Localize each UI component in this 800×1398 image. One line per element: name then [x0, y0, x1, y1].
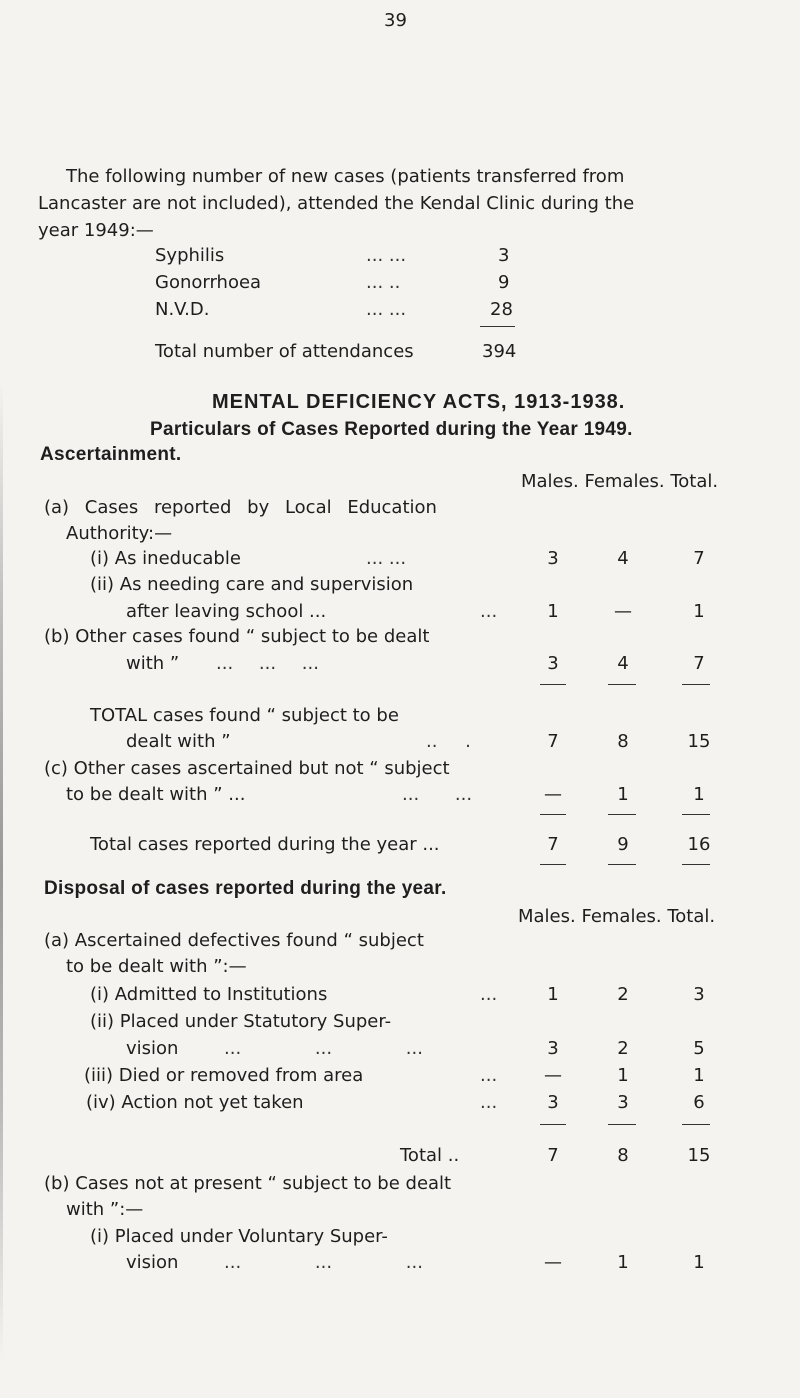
page-edge-shadow [0, 380, 3, 1360]
asc-reported-total: 16 [687, 834, 711, 855]
disp-total-total: 15 [687, 1145, 711, 1166]
sum-rule [608, 814, 636, 815]
page-number: 39 [384, 10, 407, 31]
asc-total-line-2: dealt with ” [126, 731, 231, 752]
asc-c-males: — [544, 784, 562, 805]
asc-ii-total: 1 [693, 601, 705, 622]
total-attendances-label: Total number of attendances [155, 341, 414, 362]
asc-total-females: 8 [617, 731, 629, 752]
sum-rule [682, 864, 710, 865]
sum-rule [608, 1124, 636, 1125]
asc-ii-line-1: (ii) As needing care and supervision [90, 574, 414, 595]
asc-i-dots: ... ... [366, 548, 407, 569]
disp-iii-total: 1 [693, 1065, 705, 1086]
asc-b-line-1: (b) Other cases found “ subject to be dealt [44, 626, 430, 647]
asc-ii-line-2: after leaving school ... [126, 601, 327, 622]
disp-total-label: Total .. [400, 1145, 460, 1166]
asc-c-dots: ... ... [402, 784, 473, 805]
disp-iv-total: 6 [693, 1092, 705, 1113]
disp-b-i-dots: ... ... ... [224, 1252, 423, 1273]
column-headers: Males. Females. Total. [518, 906, 716, 927]
asc-i-label: (i) As ineducable [90, 548, 241, 569]
asc-reported-label: Total cases reported during the year ... [90, 834, 440, 855]
asc-total-dots: .. . [426, 731, 471, 752]
asc-a-line-1: (a) Cases reported by Local Education [44, 497, 437, 518]
disp-iv-label: (iv) Action not yet taken [86, 1092, 304, 1113]
asc-b-total: 7 [693, 653, 705, 674]
sum-rule [540, 684, 566, 685]
disp-ii-dots: ... ... ... [224, 1038, 423, 1059]
total-attendances-value: 394 [482, 341, 517, 362]
clinic-case-label: Syphilis [155, 245, 225, 266]
intro-line-1: The following number of new cases (patients transferred from [66, 166, 625, 187]
asc-i-females: 4 [617, 548, 629, 569]
clinic-case-label: Gonorrhoea [155, 272, 262, 293]
disp-b-i-males: — [544, 1252, 562, 1273]
sum-rule [682, 684, 710, 685]
disp-b-i-line-2: vision [126, 1252, 179, 1273]
sum-rule [682, 1124, 710, 1125]
clinic-case-dots: ... .. [366, 272, 401, 293]
disp-iv-males: 3 [547, 1092, 559, 1113]
clinic-case-value: 9 [498, 272, 510, 293]
disposal-heading: Disposal of cases reported during the year. [44, 878, 447, 899]
disp-ii-line-2: vision [126, 1038, 179, 1059]
disp-b-line-1: (b) Cases not at present “ subject to be dealt [44, 1173, 452, 1194]
asc-i-males: 3 [547, 548, 559, 569]
asc-reported-females: 9 [617, 834, 629, 855]
disp-b-i-total: 1 [693, 1252, 705, 1273]
intro-line-2: Lancaster are not included), attended the Kendal Clinic during the [38, 193, 635, 214]
asc-b-males: 3 [547, 653, 559, 674]
asc-c-line-1: (c) Other cases ascertained but not “ subject [44, 758, 450, 779]
sum-rule [608, 864, 636, 865]
ascertainment-heading: Ascertainment. [40, 444, 182, 465]
column-headers: Males. Females. Total. [521, 471, 719, 492]
sum-rule [540, 864, 566, 865]
act-heading: MENTAL DEFICIENCY ACTS, 1913-1938. [212, 391, 626, 413]
sum-rule [682, 814, 710, 815]
disp-iv-dots: ... [480, 1092, 498, 1113]
asc-i-total: 7 [693, 548, 705, 569]
disp-iii-dots: ... [480, 1065, 498, 1086]
disp-iii-males: — [544, 1065, 562, 1086]
clinic-case-dots: ... ... [366, 245, 407, 266]
asc-c-females: 1 [617, 784, 629, 805]
clinic-case-value: 3 [498, 245, 510, 266]
intro-line-3: year 1949:— [38, 220, 154, 241]
disp-iii-females: 1 [617, 1065, 629, 1086]
asc-b-line-2: with ” [126, 653, 180, 674]
asc-b-dots: ... ... ... [216, 653, 319, 674]
disp-ii-males: 3 [547, 1038, 559, 1059]
clinic-case-value: 28 [490, 299, 513, 320]
disp-ii-total: 5 [693, 1038, 705, 1059]
disp-total-females: 8 [617, 1145, 629, 1166]
disp-total-males: 7 [547, 1145, 559, 1166]
asc-a-line-2: Authority:— [66, 523, 173, 544]
disp-b-line-2: with ”:— [66, 1199, 144, 1220]
disp-i-total: 3 [693, 984, 705, 1005]
disp-a-line-1: (a) Ascertained defectives found “ subject [44, 930, 424, 951]
sum-rule [540, 1124, 566, 1125]
disp-b-i-line-1: (i) Placed under Voluntary Super- [90, 1226, 388, 1247]
disp-b-i-females: 1 [617, 1252, 629, 1273]
asc-total-males: 7 [547, 731, 559, 752]
sum-rule [540, 814, 566, 815]
asc-total-line-1: TOTAL cases found “ subject to be [90, 705, 399, 726]
asc-ii-dots: ... [480, 601, 498, 622]
sum-rule [608, 684, 636, 685]
disp-i-label: (i) Admitted to Institutions [90, 984, 328, 1005]
asc-ii-females: — [614, 601, 632, 622]
disp-i-females: 2 [617, 984, 629, 1005]
disp-ii-females: 2 [617, 1038, 629, 1059]
disp-iv-females: 3 [617, 1092, 629, 1113]
disp-ii-line-1: (ii) Placed under Statutory Super- [90, 1011, 392, 1032]
disp-a-line-2: to be dealt with ”:— [66, 956, 247, 977]
disp-i-dots: ... [480, 984, 498, 1005]
clinic-case-dots: ... ... [366, 299, 407, 320]
asc-total-total: 15 [687, 731, 711, 752]
particulars-heading: Particulars of Cases Reported during the Year 1949. [150, 419, 633, 440]
asc-reported-males: 7 [547, 834, 559, 855]
asc-b-females: 4 [617, 653, 629, 674]
asc-ii-males: 1 [547, 601, 559, 622]
asc-c-total: 1 [693, 784, 705, 805]
disp-iii-label: (iii) Died or removed from area [84, 1065, 364, 1086]
clinic-case-label: N.V.D. [155, 299, 210, 320]
disp-i-males: 1 [547, 984, 559, 1005]
sum-rule [480, 326, 515, 327]
asc-c-line-2: to be dealt with ” ... [66, 784, 246, 805]
